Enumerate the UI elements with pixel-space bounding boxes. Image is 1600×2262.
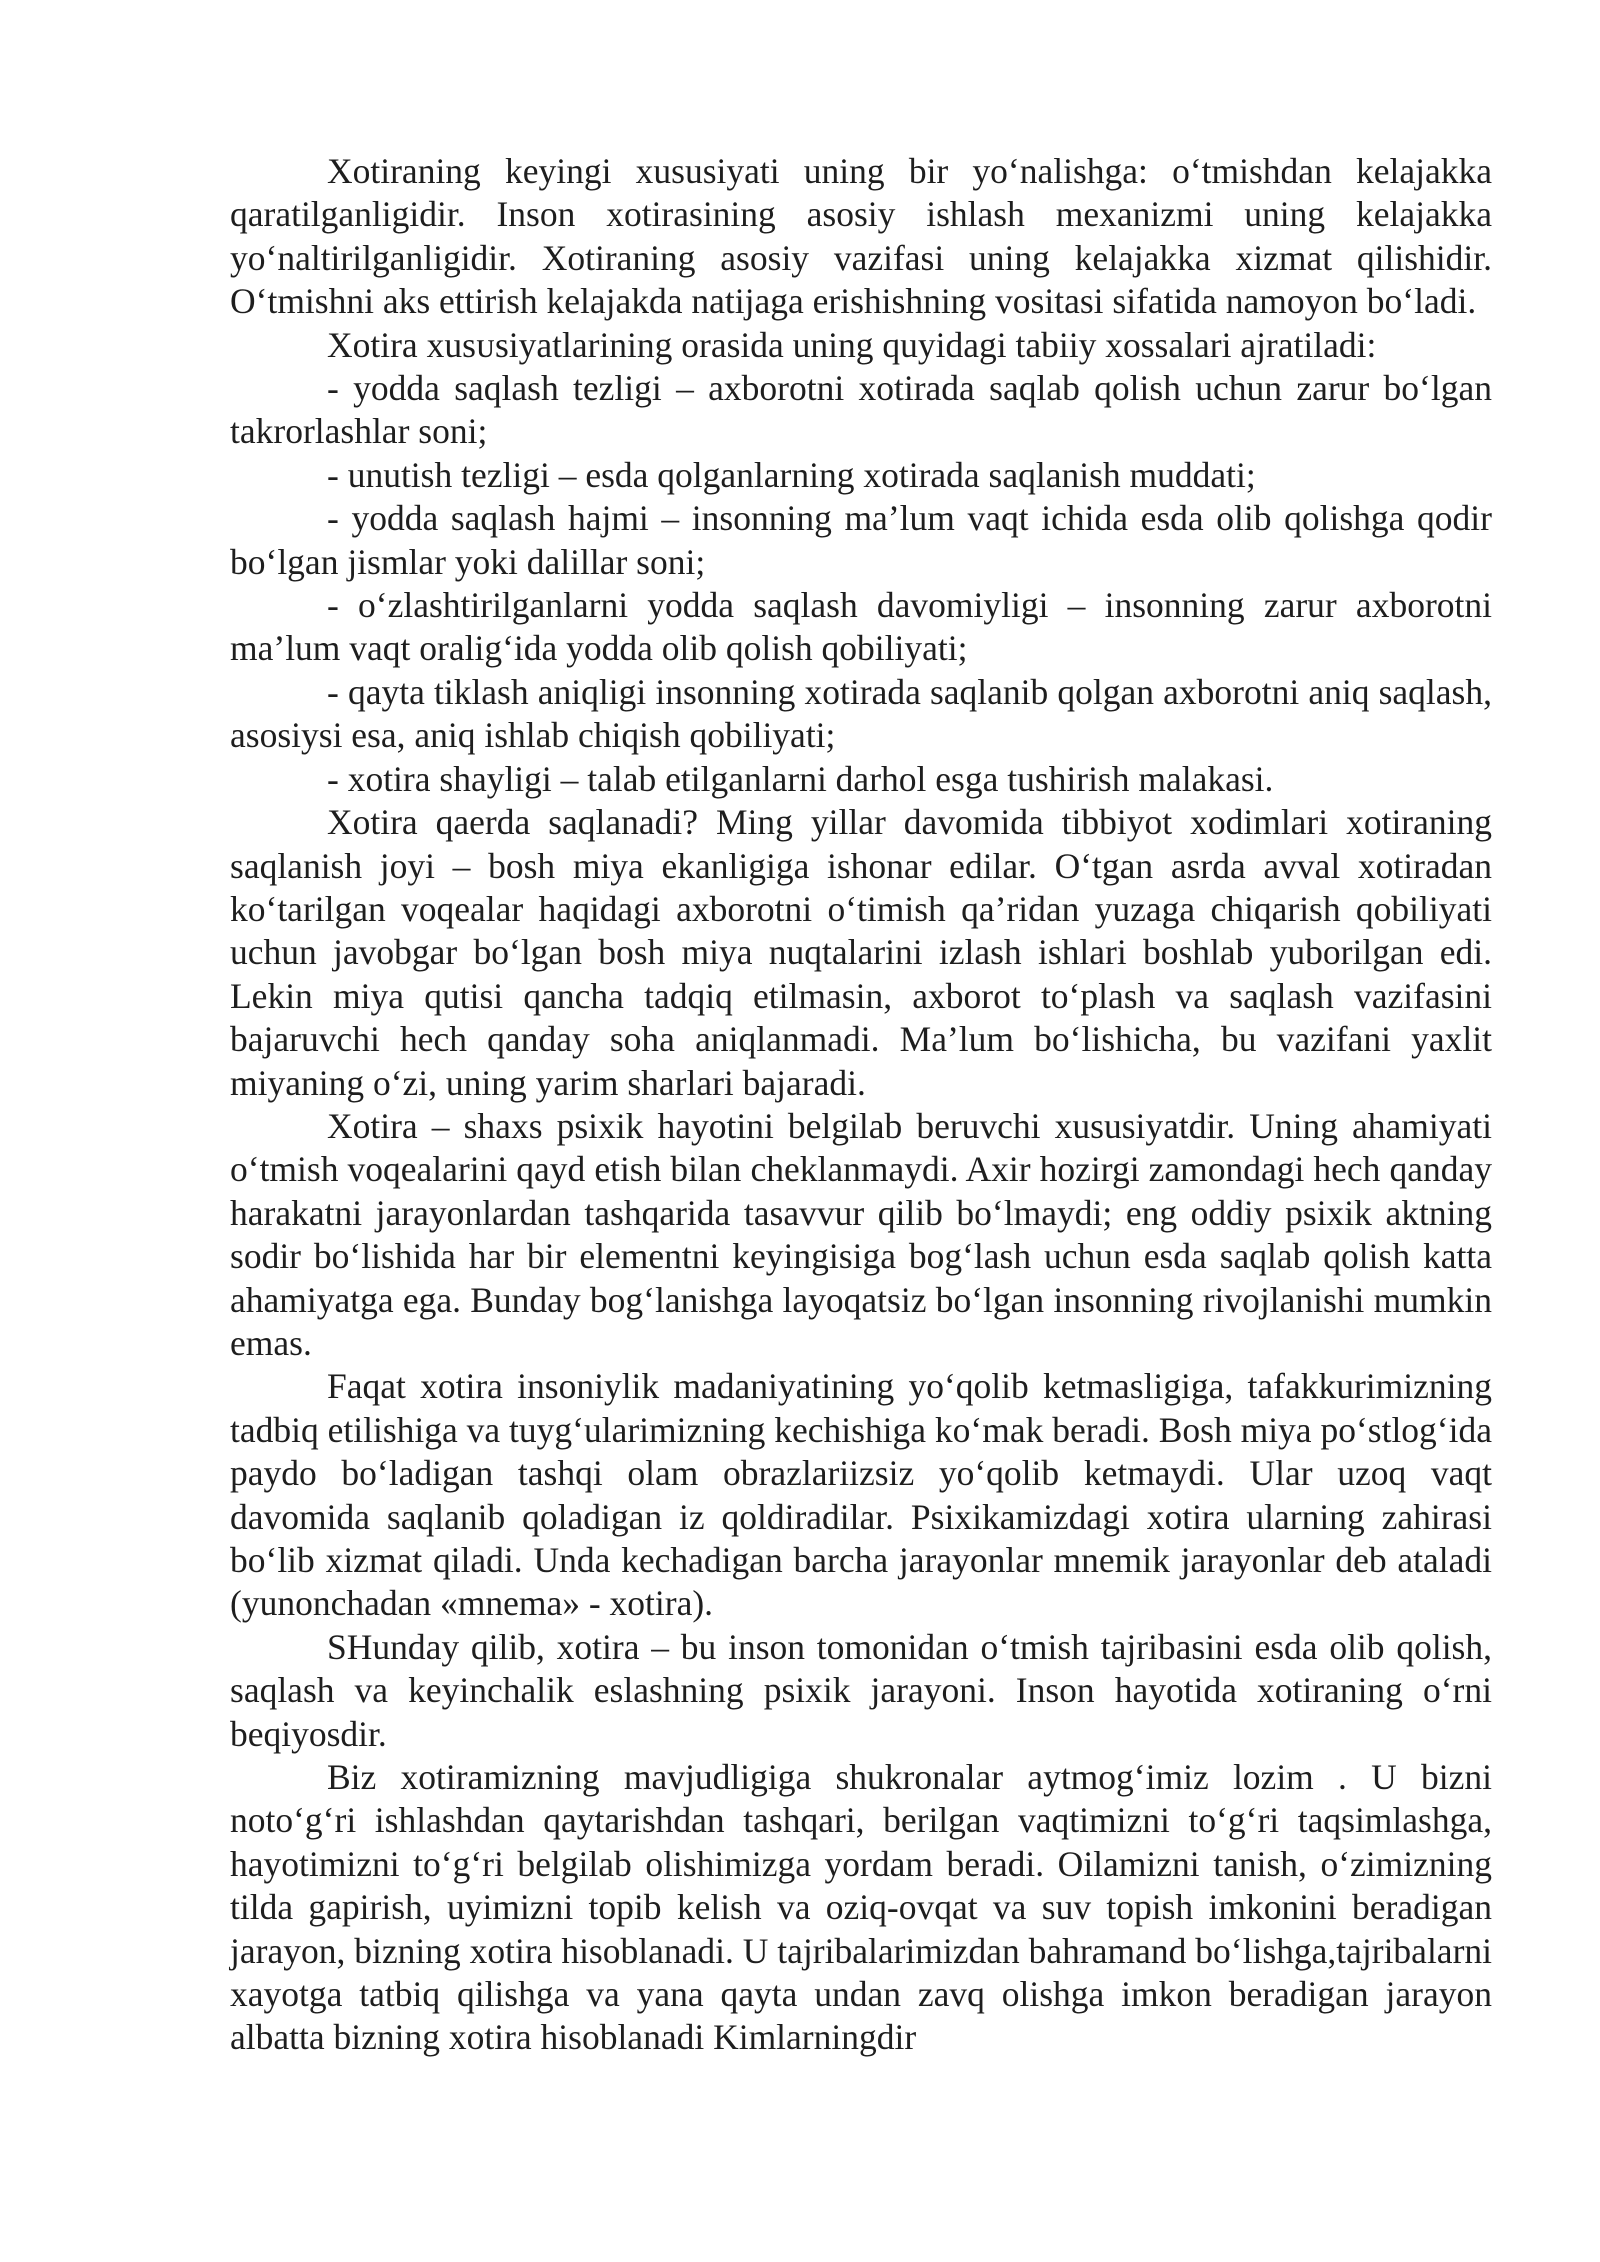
paragraph-memory-location: Xotira qaerda saqlanadi? Ming yillar davomida tibbiyot xodimlari xotiraning saqlanish joyi – bosh miya ekanligiga ishonar edilar. O‘tgan asrda avval xotiradan ko‘tarilgan voqealar haqidagi axborotni o‘timish qa’ridan yuzaga chiqarish qobiliyati uchun javobgar bo‘lgan bosh miya nuqtalarini izlash ishlari boshlab yuborilgan edi. Lekin miya qutisi qancha tadqiq etilmasin, axborot to‘plash va saqlash vazifasini bajaruvchi hech qanday soha aniqlanmadi. Ma’lum bo‘lishicha, bu vazifani yaxlit miyaning o‘zi, uning yarim sharlari bajaradi. [230,802,1492,1103]
list-item-memorization-volume: - yodda saqlash hajmi – insonning ma’lum vaqt ichida esda olib qolishga qodir bo‘lgan jismlar yoki dalillar soni; [230,498,1492,582]
list-item-memorization-speed: - yodda saqlash tezligi – axborotni xotirada saqlab qolish uchun zarur bo‘lgan takrorlashlar soni; [230,368,1492,452]
list-item-forgetting-speed: - unutish tezligi – esda qolganlarning xotirada saqlanish muddati; [327,454,1256,495]
paragraph-memory-direction: Xotiraning keyingi xususiyati uning bir yo‘nalishga: o‘tmishdan kelajakka qaratilganligidir. Inson xotirasining asosiy ishlash mexanizmi uning kelajakka yo‘naltirilganligidir. Xotiraning asosiy vazifasi uning kelajakka xizmat qilishidir. O‘tmishni aks ettirish kelajakda natijaga erishishning vositasi sifatida namoyon bo‘ladi. [230,151,1492,322]
list-item-retention-duration: - o‘zlashtirilganlarni yodda saqlash davomiyligi – insonning zarur axborotni ma’lum vaqt oralig‘ida yodda olib qolish qobiliyati; [230,585,1492,669]
paragraph-memory-importance: Xotira – shaxs psixik hayotini belgilab beruvchi xususiyatdir. Uning ahamiyati o‘tmish voqealarini qayd etish bilan cheklanmaydi. Axir hozirgi zamondagi hech qanday harakatni jarayonlardan tashqarida tasavvur qilib bo‘lmaydi; eng oddiy psixik aktning sodir bo‘lishida har bir elementni keyingisiga bog‘lash uchun esda saqlab qolish katta ahamiyatga ega. Bunday bog‘lanishga layoqatsiz bo‘lgan insonning rivojlanishi mumkin emas. [230,1105,1492,1363]
list-item-recall-accuracy: - qayta tiklash aniqligi insonning xotirada saqlanib qolgan axborotni aniq saqlash, asosiysi esa, aniq ishlab chiqish qobiliyati; [230,671,1492,756]
paragraph-memory-definition: SHunday qilib, xotira – bu inson tomonidan o‘tmish tajribasini esda olib qolish, saqlash va keyinchalik eslashning psixik jarayoni. Inson hayotida xotiraning o‘rni beqiyosdir. [230,1626,1492,1754]
paragraph-gratitude-for-memory: Biz xotiramizning mavjudligiga shukronalar aytmog‘imiz lozim . U bizni noto‘g‘ri ishlashdan qaytarishdan tashqari, berilgan vaqtimizni to‘g‘ri taqsimlashga, hayotimizni to‘g‘ri belgilab olishimizga yordam beradi. Oilamizni tanish, o‘zimizning tilda gapirish, uyimizni topib kelish va oziq-ovqat va suv topish imkonini beradigan jarayon, bizning xotira hisoblanadi. U tajribalarimizdan bahramand bo‘lishga,tajribalarni xayotga tatbiq qilishga va yana qayta undan zavq olishga imkon beradigan jarayon albatta bizning xotira hisoblanadi Kimlarningdir [230,1757,1492,2058]
list-item-memory-readiness: - xotira shayligi – talab etilganlarni darhol esga tushirish malakasi. [327,758,1274,799]
paragraph-memory-properties-intro: Xotira xusᴜsiyatlarining orasida uning quyidagi tabiiy xossalari ajratiladi: [327,324,1377,365]
document-page [230,150,1492,2060]
paragraph-mnemic-processes: Faqat xotira insoniylik madaniyatining yo‘qolib ketmasligiga, tafakkurimizning tadbiq etilishiga va tuyg‘ularimizning kechishiga ko‘mak beradi. Bosh miya po‘stlog‘ida paydo bo‘ladigan tashqi olam obrazlariizsiz yo‘qolib ketmaydi. Ular uzoq vaqt davomida saqlanib qoladigan iz qoldiradilar. Psixikamizdagi xotira ularning zahirasi bo‘lib xizmat qiladi. Unda kechadigan barcha jarayonlar mnemik jarayonlar deb ataladi (yunonchadan «mnema» - xotira). [230,1366,1492,1624]
